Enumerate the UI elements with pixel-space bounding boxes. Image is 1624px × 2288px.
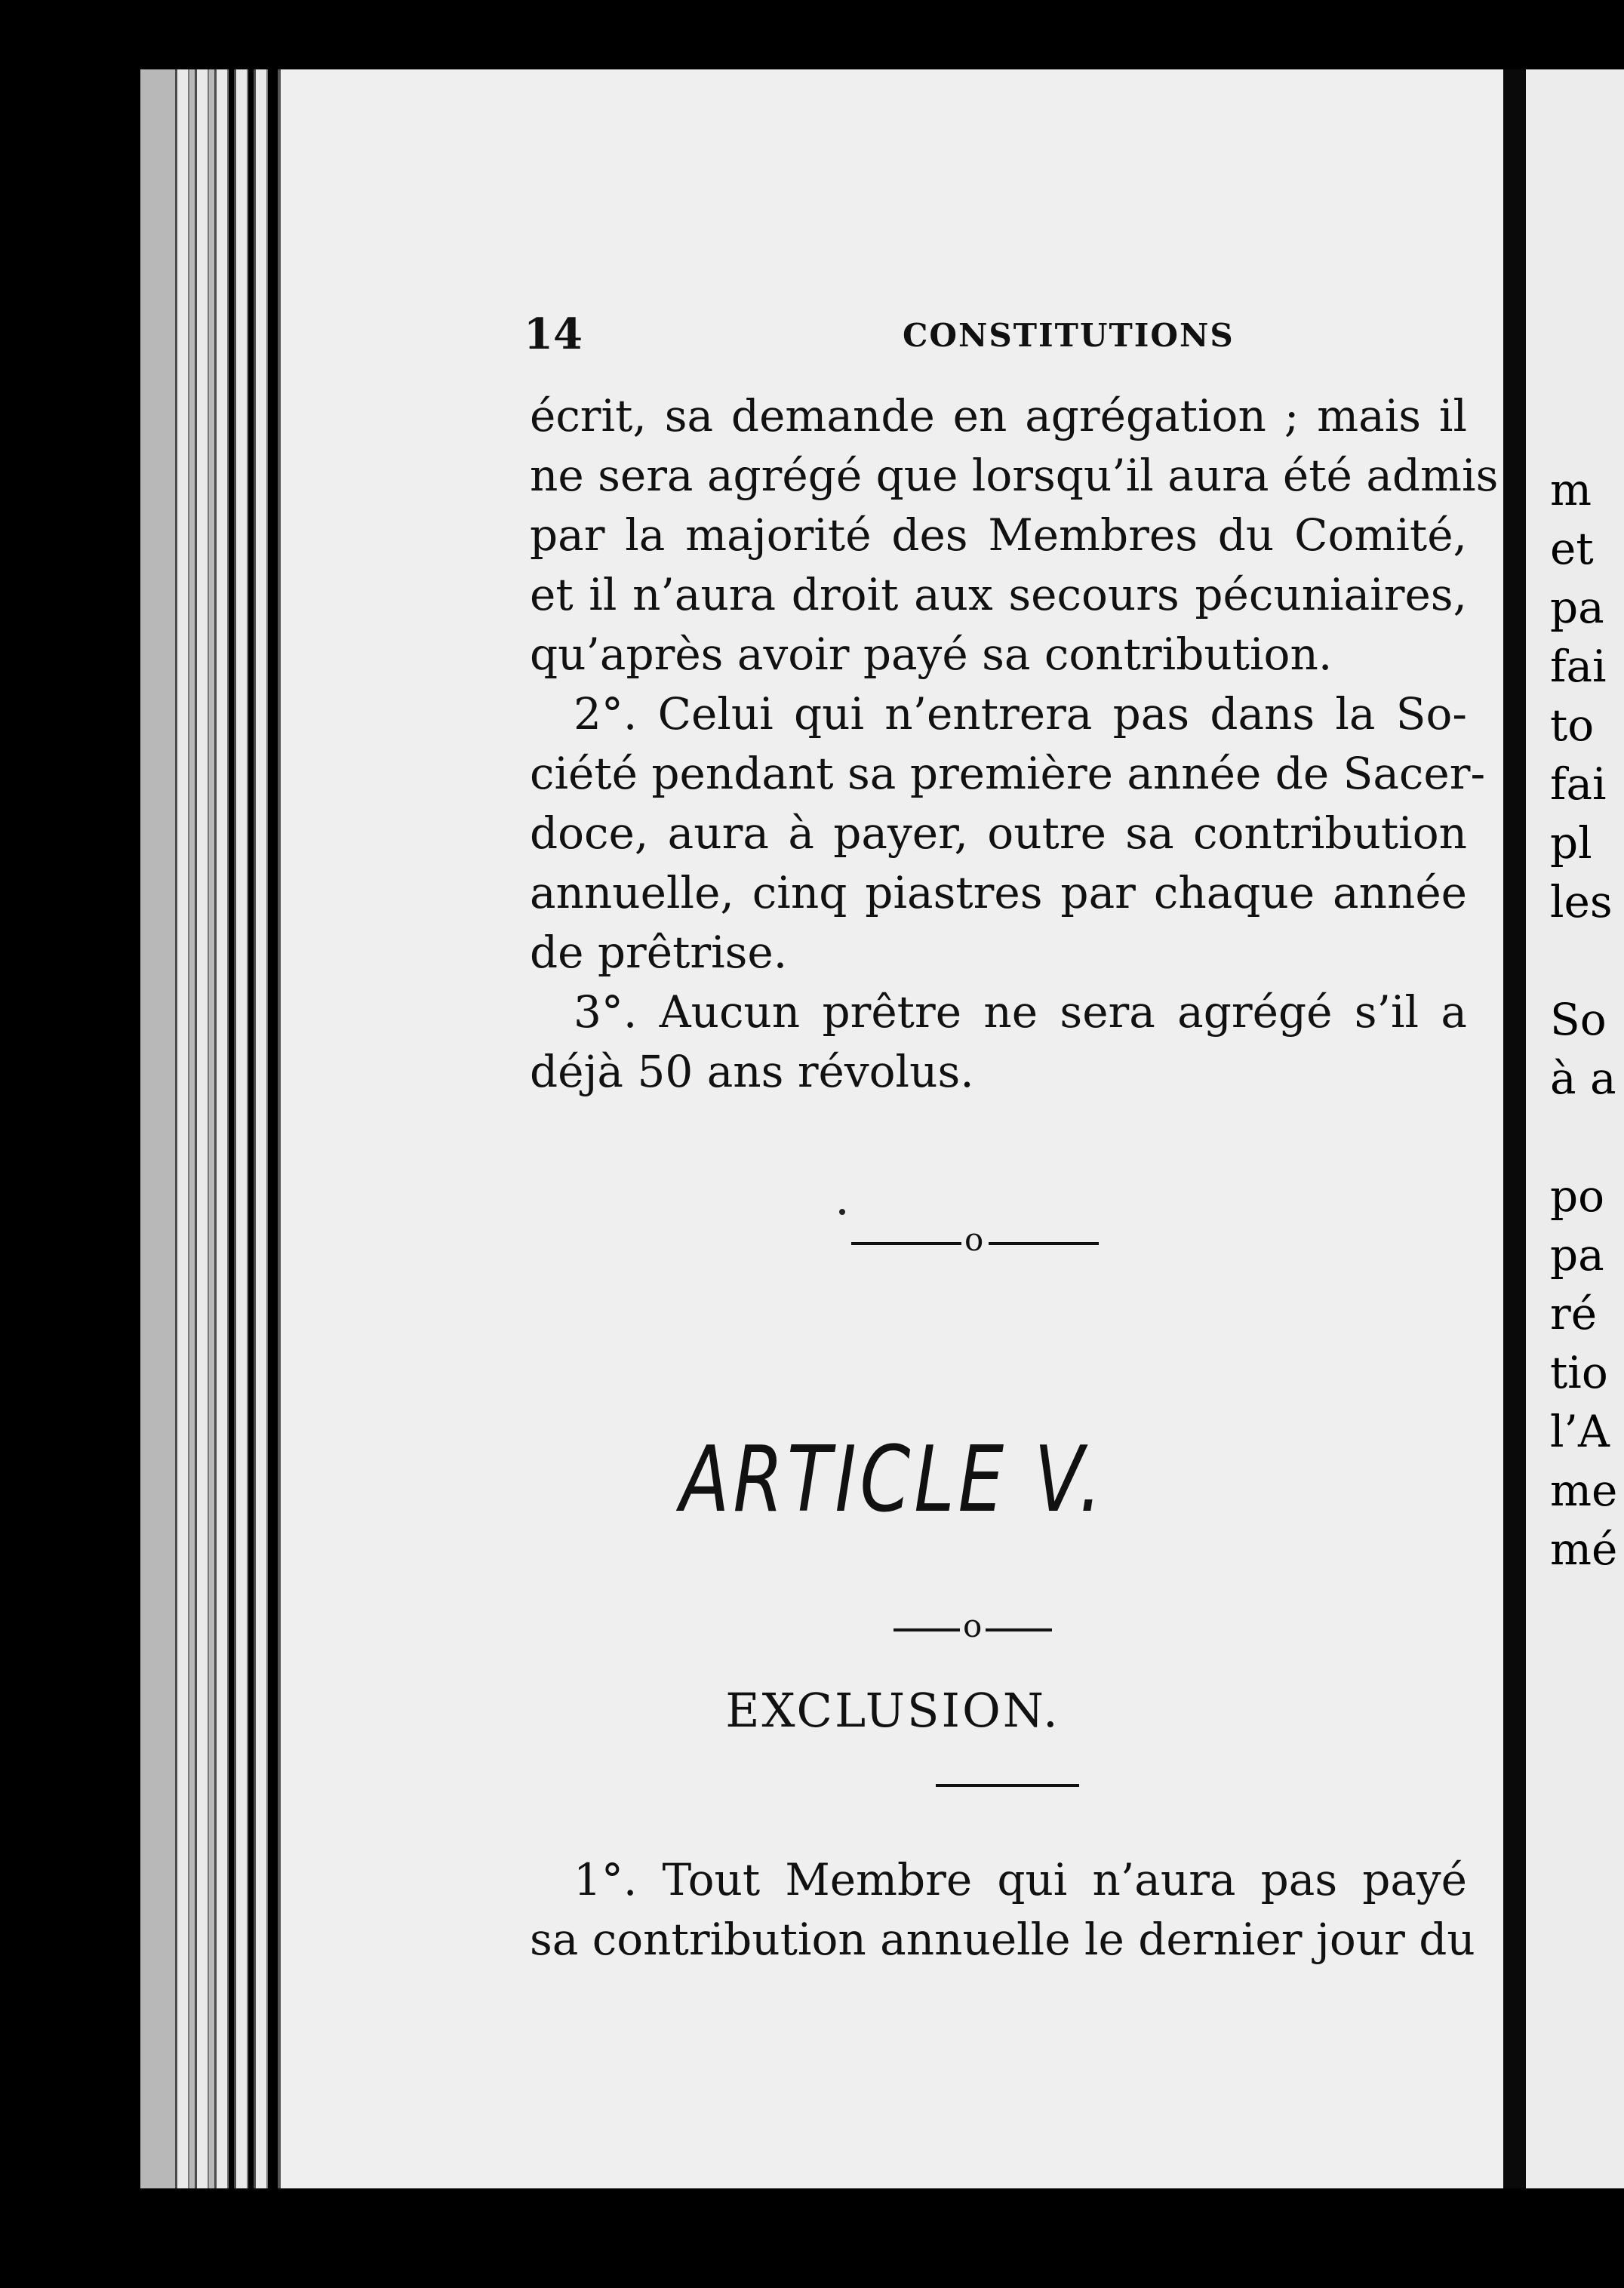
ornament-rule-right	[986, 1628, 1052, 1631]
text-line: qu’après avoir payé sa contribution.	[530, 629, 1333, 680]
text-line: et il n’aura droit aux secours pécuniaires,	[530, 569, 1467, 620]
text-line: ciété pendant sa première année de Sacer-	[530, 748, 1486, 799]
body-text	[530, 386, 1499, 1102]
page-edge	[254, 69, 268, 2188]
adjacent-fragment: pl	[1550, 817, 1592, 869]
ornament-circle: o	[963, 1607, 983, 1644]
text-line: de prêtrise.	[530, 927, 788, 978]
adjacent-fragment: ré	[1550, 1288, 1598, 1339]
ornament-circle: o	[964, 1221, 984, 1258]
adjacent-fragment: to	[1550, 700, 1595, 751]
text-line: par la majorité des Membres du Comité,	[530, 509, 1467, 561]
text-line: ne sera agrégé que lorsqu’il aura été admis	[530, 450, 1499, 501]
running-head: CONSTITUTIONS	[903, 317, 1235, 354]
ink-speck	[839, 1209, 845, 1215]
body-text	[530, 1850, 1475, 1970]
page-edge	[234, 69, 248, 2188]
page-edge	[195, 69, 209, 2188]
page-edge	[214, 69, 229, 2188]
text-line: 2°. Celui qui n’entrera pas dans la So-	[574, 688, 1467, 740]
adjacent-fragment: à a	[1550, 1053, 1616, 1104]
section-rule	[936, 1784, 1079, 1787]
text-line: déjà 50 ans révolus.	[530, 1046, 974, 1097]
adjacent-fragment: po	[1550, 1170, 1605, 1222]
adjacent-fragment: tio	[1550, 1347, 1608, 1398]
adjacent-fragment: So	[1550, 994, 1607, 1045]
ornament-rule-right	[989, 1242, 1099, 1245]
adjacent-fragment: l’A	[1550, 1406, 1610, 1457]
adjacent-fragment: me	[1550, 1465, 1618, 1516]
ornament-rule-left	[894, 1628, 960, 1631]
text-line: doce, aura à payer, outre sa contribution	[530, 807, 1467, 859]
text-line: 1°. Tout Membre qui n’aura pas payé	[574, 1854, 1467, 1905]
article-title: ARTICLE V.	[679, 1428, 1106, 1533]
adjacent-fragment: et	[1550, 523, 1594, 574]
section-title: EXCLUSION.	[725, 1683, 1060, 1738]
page-number: 14	[524, 309, 583, 359]
text-line: sa contribution annuelle le dernier jour du	[530, 1914, 1475, 1965]
text-line: écrit, sa demande en agrégation ; mais il	[530, 390, 1467, 441]
text-line: annuelle, cinq piastres par chaque année	[530, 867, 1467, 918]
adjacent-page	[1526, 69, 1624, 2188]
adjacent-fragment: mé	[1550, 1524, 1618, 1575]
ornament-rule-left	[851, 1242, 961, 1245]
page-header	[524, 309, 1505, 370]
adjacent-fragment: m	[1550, 464, 1592, 515]
text-line: 3°. Aucun prêtre ne sera agrégé s’il a	[574, 986, 1467, 1038]
adjacent-fragment: pa	[1550, 582, 1604, 633]
page-edge	[175, 69, 189, 2188]
book-page	[278, 69, 1505, 2188]
adjacent-fragment: fai	[1550, 641, 1607, 692]
page-gutter	[1503, 69, 1526, 2188]
adjacent-fragment: les	[1550, 876, 1613, 927]
adjacent-fragment: fai	[1550, 758, 1607, 810]
adjacent-fragment: pa	[1550, 1229, 1604, 1281]
